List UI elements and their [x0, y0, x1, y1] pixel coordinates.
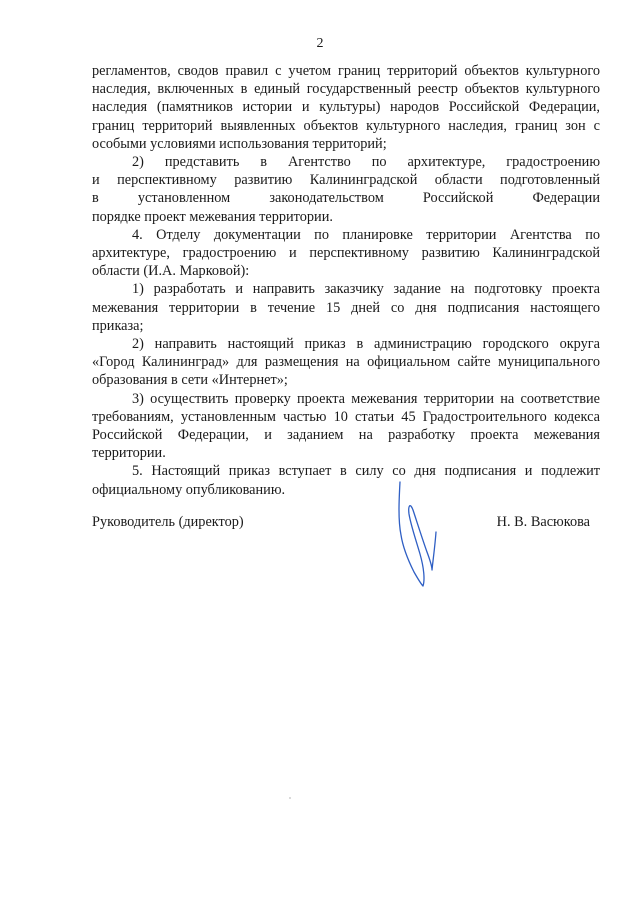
text-line: архитектуре, градостроению и перспективному развитию Калининградской: [92, 245, 600, 262]
handwritten-signature-icon: [394, 480, 440, 590]
text-line: регламентов, сводов правил с учетом границ территорий объектов культурного: [92, 63, 600, 79]
text-line: «Город Калининград» для размещения на официальном сайте муниципального: [92, 354, 600, 371]
text-line: границ территорий выявленных объектов культурного наследия, границ зон с: [92, 117, 600, 134]
paragraph: [92, 226, 600, 281]
signature-block: [92, 514, 600, 604]
text-line: и перспективному развитию Калининградской области подготовленный: [92, 172, 600, 189]
text-line: наследия (памятников истории и культуры) народов Российской Федерации,: [92, 99, 600, 116]
text-line: образования в сети «Интернет»;: [92, 372, 288, 389]
document-body: [92, 62, 600, 499]
text-line: официальному опубликованию.: [92, 481, 286, 498]
text-line: требованиям, установленным частью 10 статьи 45 Градостроительного кодекса: [92, 408, 600, 425]
paragraph: [92, 335, 600, 390]
paragraph: [92, 280, 600, 335]
text-line: 3) осуществить проверку проекта межевания территории на соответствие: [132, 390, 600, 407]
text-line: наследия, включенных в единый государственный реестр объектов культурного: [92, 81, 600, 98]
text-line: 2) представить в Агентство по архитектуре, градостроению: [132, 154, 600, 171]
text-line: 1) разработать и направить заказчику задание на подготовку проекта: [132, 281, 600, 298]
paragraph: [92, 62, 600, 153]
text-line: 4. Отделу документации по планировке территории Агентства по: [132, 226, 600, 243]
text-line: 2) направить настоящий приказ в администрацию городского округа: [132, 336, 600, 353]
text-line: Российской Федерации, и заданием на разработку проекта межевания: [92, 427, 600, 444]
text-line: области (И.А. Марковой):: [92, 263, 250, 280]
signatory-name: Н. В. Васюкова: [496, 514, 590, 530]
text-line: приказа;: [92, 317, 144, 334]
text-line: особыми условиями использования территорий;: [92, 135, 387, 152]
paragraph: [92, 462, 600, 498]
text-line: территории.: [92, 445, 166, 462]
scan-speck: [289, 797, 291, 799]
signatory-title: Руководитель (директор): [92, 514, 244, 530]
paragraph: [92, 390, 600, 463]
text-line: межевания территории в течение 15 дней со дня подписания настоящего: [92, 299, 600, 316]
text-line: в установленном законодательством Российской Федерации: [92, 190, 600, 207]
paragraph: [92, 153, 600, 226]
page-number: 2: [316, 36, 324, 51]
text-line: 5. Настоящий приказ вступает в силу со дня подписания и подлежит: [132, 463, 600, 480]
text-line: порядке проект межевания территории.: [92, 208, 333, 225]
